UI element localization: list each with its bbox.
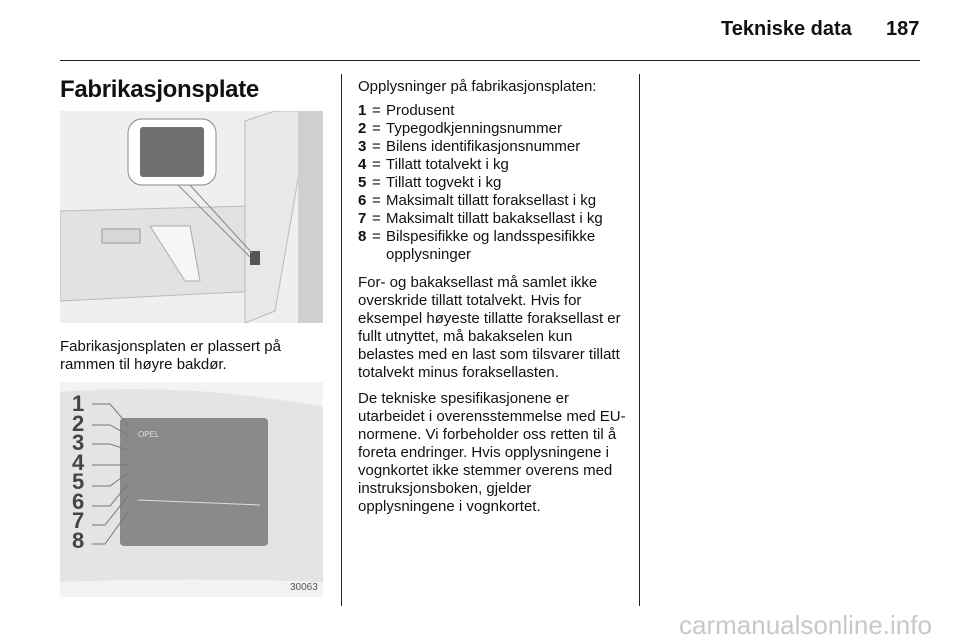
legend-number: 1 [358, 102, 367, 119]
figure1-caption: Fabrikasjonsplaten er plassert på rammen til høyre bakdør. [60, 338, 281, 373]
callout-8: 8 [72, 527, 85, 553]
legend-equals: = [372, 102, 381, 119]
callout-7: 7 [72, 508, 85, 533]
legend-text: Tillatt togvekt i kg [386, 174, 502, 191]
plate-illustration [60, 382, 323, 597]
section-title: Tekniske data [721, 18, 852, 40]
callout-4: 4 [72, 449, 85, 475]
legend-item [358, 138, 628, 156]
legend-number: 8 [358, 228, 367, 245]
legend-number: 5 [358, 174, 367, 191]
legend-equals: = [372, 192, 381, 209]
paragraph-specifications: De tekniske spesifikasjonene er utarbeidet i overensstemmelse med EU-normene. Vi forbeholder oss retten til å foreta endringer. Hvis opplysningene i vognkortet ikke stemmer overens med instruksjonsboken, gjelder opplysningene i vognkortet. [358, 390, 626, 515]
figure-number: 30063 [290, 582, 318, 593]
legend-text: Maksimalt tillatt bakaksellast i kg [386, 210, 603, 227]
callout-1: 1 [72, 391, 85, 416]
legend-number: 6 [358, 192, 367, 209]
paragraph-axle-load: For- og bakaksellast må samlet ikke overskride tillatt totalvekt. Hvis for eksempel høyeste tillatte foraksellast er fullt utnyttet, må bakakselen kun belastes med en last som tilsvarer tillatt totalvekt minus foraksellasten. [358, 274, 621, 381]
legend-text: Maksimalt tillatt foraksellast i kg [386, 192, 597, 209]
plate-brand: OPEL [138, 430, 160, 439]
callout-3: 3 [72, 430, 85, 455]
legend-number: 4 [358, 156, 367, 173]
legend-number: 2 [358, 120, 367, 137]
legend-text: Produsent [386, 102, 455, 119]
legend-equals: = [372, 174, 381, 191]
legend-intro: Opplysninger på fabrikasjonsplaten: [358, 78, 597, 95]
legend-item [358, 228, 628, 264]
legend-text: Typegodkjenningsnummer [386, 120, 562, 137]
callout-5: 5 [72, 469, 85, 494]
legend-item [358, 210, 628, 228]
legend-text: Tillatt totalvekt i kg [386, 156, 509, 173]
header-rule [60, 60, 920, 61]
legend-equals: = [372, 210, 381, 227]
legend-item [358, 102, 628, 120]
legend-equals: = [372, 138, 381, 155]
column-divider [341, 74, 342, 606]
watermark: carmanualsonline.info [679, 610, 932, 640]
legend-number: 7 [358, 210, 367, 227]
page-title: Fabrikasjonsplate [60, 76, 259, 103]
legend-equals: = [372, 156, 381, 173]
legend-number: 3 [358, 138, 367, 155]
column-divider [639, 74, 640, 606]
legend-item [358, 156, 628, 174]
legend-item [358, 174, 628, 192]
legend-text: Bilspesifikke og landsspesifikke opplysninger [386, 228, 596, 263]
legend-column [358, 78, 628, 524]
legend-equals: = [372, 228, 381, 245]
legend-item [358, 192, 628, 210]
legend-list [358, 102, 628, 264]
page-number: 187 [886, 18, 920, 40]
callout-6: 6 [72, 488, 85, 514]
callout-2: 2 [72, 410, 85, 436]
legend-equals: = [372, 120, 381, 137]
door-illustration [60, 111, 323, 323]
legend-item [358, 120, 628, 138]
legend-text: Bilens identifikasjonsnummer [386, 138, 581, 155]
